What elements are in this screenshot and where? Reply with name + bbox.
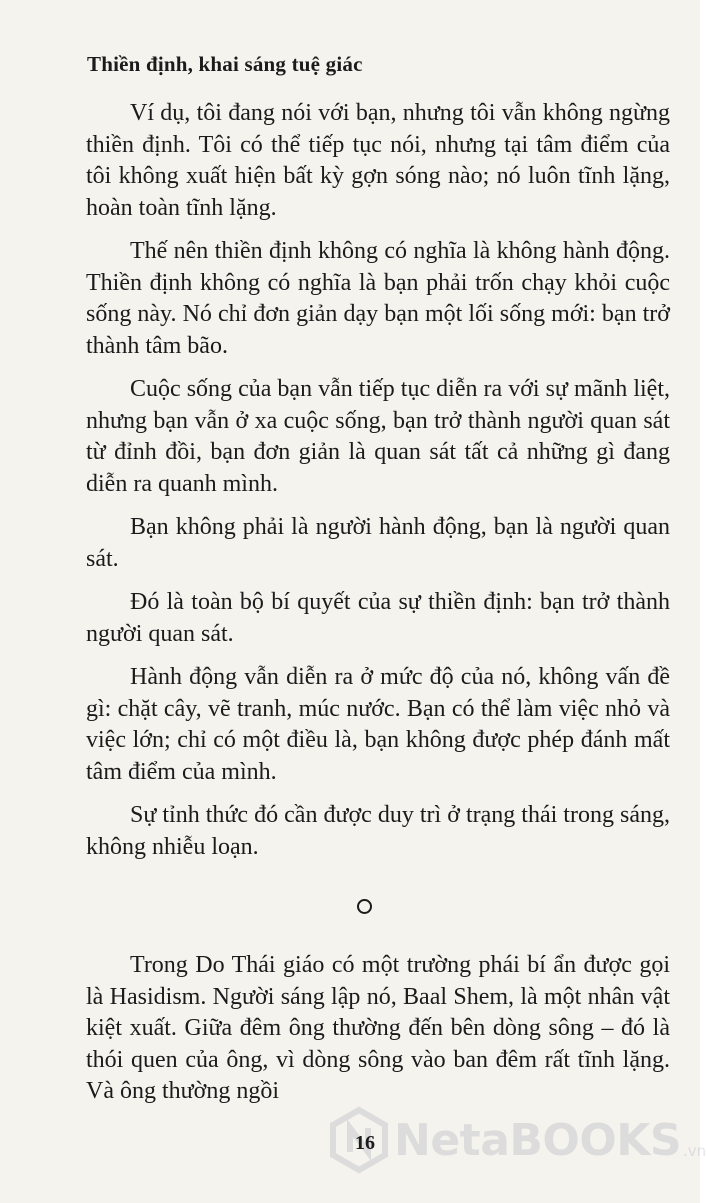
watermark-suffix: .vn [683, 1142, 706, 1160]
paragraph: Thế nên thiền định không có nghĩa là không hành động. Thiền định không có nghĩa là bạn phải trốn chạy khỏi cuộc sống này. Nó chỉ đơn giản dạy bạn một lối sống mới: bạn trở thành tâm bão. [86, 238, 670, 359]
body-text [86, 98, 670, 1120]
paragraph: Ví dụ, tôi đang nói với bạn, nhưng tôi vẫn không ngừng thiền định. Tôi có thể tiếp tục nói, nhưng tại tâm điểm của tôi không xuất hiện bất kỳ gợn sóng nào; nó luôn tĩnh lặng, hoàn toàn tĩnh lặng. [86, 100, 670, 221]
watermark [330, 1108, 706, 1172]
paragraph: Sự tỉnh thức đó cần được duy trì ở trạng thái trong sáng, không nhiễu loạn. [86, 802, 670, 860]
paragraph: Cuộc sống của bạn vẫn tiếp tục diễn ra với sự mãnh liệt, nhưng bạn vẫn ở xa cuộc sống, bạn trở thành người quan sát từ đỉnh đồi, bạn đơn giản là quan sát tất cả những gì đang diễn ra quanh mình. [86, 376, 670, 497]
page-number: 16 [355, 1132, 375, 1154]
running-title: Thiền định, khai sáng tuệ giác [87, 52, 363, 76]
section-break-circle-icon [357, 899, 372, 914]
paragraph: Bạn không phải là người hành động, bạn là người quan sát. [86, 514, 670, 572]
paragraph: Trong Do Thái giáo có một trường phái bí ẩn được gọi là Hasidism. Người sáng lập nó, Baal Shem, là một nhân vật kiệt xuất. Giữa đêm ông thường đến bên dòng sông – đó là thói quen của ông, vì dòng sông vào ban đêm rất tĩnh lặng. Và ông thường ngồi [86, 952, 670, 1104]
paragraph: Hành động vẫn diễn ra ở mức độ của nó, không vấn đề gì: chặt cây, vẽ tranh, múc nước. Bạn có thể làm việc nhỏ và việc lớn; chỉ có một điều là, bạn không được phép đánh mất tâm điểm của mình. [86, 664, 670, 785]
paragraph: Đó là toàn bộ bí quyết của sự thiền định: bạn trở thành người quan sát. [86, 589, 670, 647]
watermark-brand: NetaBOOKS [394, 1114, 682, 1166]
